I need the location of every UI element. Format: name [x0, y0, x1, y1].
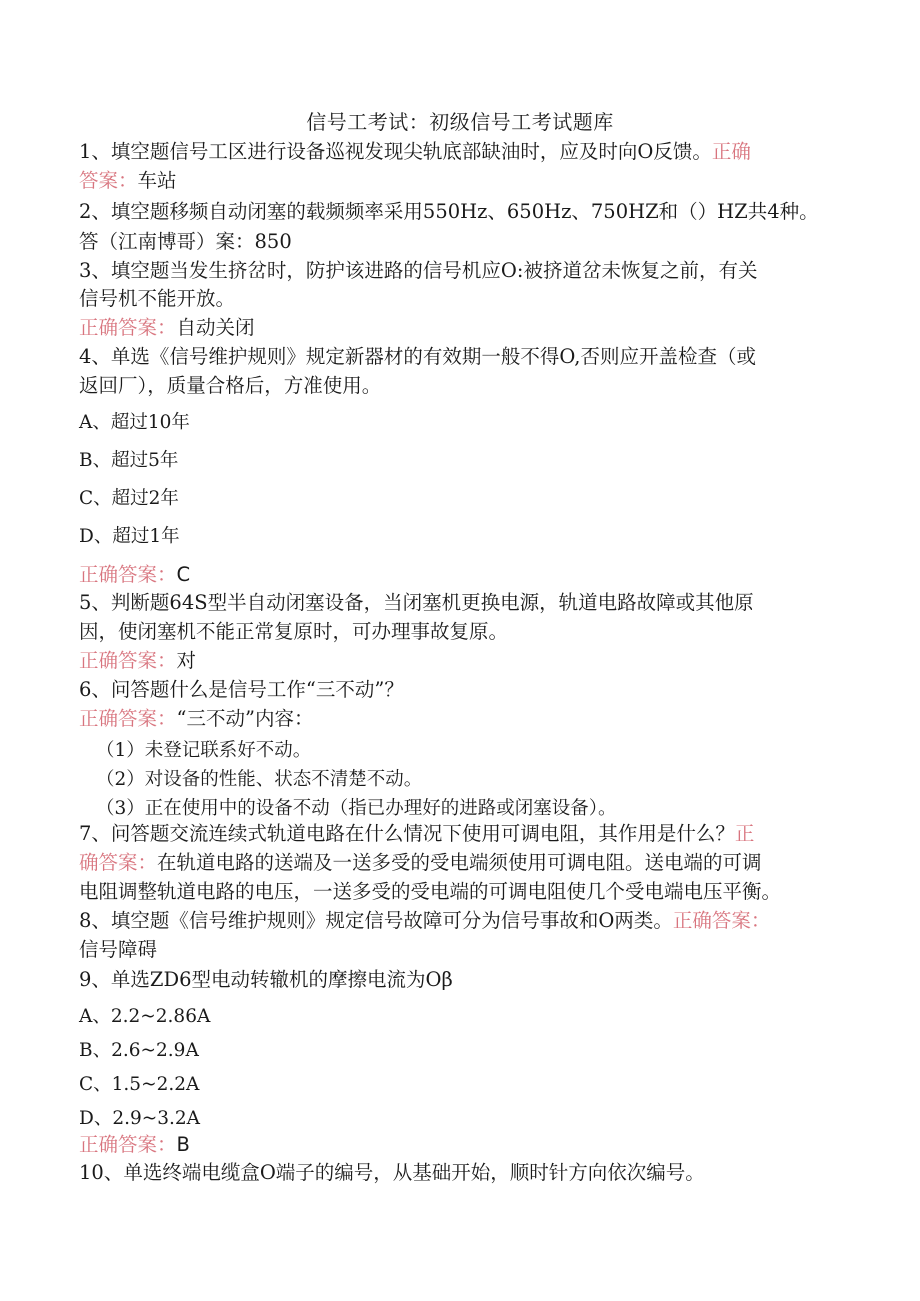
question-4: 4、单选《信号维护规则》规定新器材的有效期一般不得O,否则应开盖检查（或 — [79, 345, 756, 368]
answer-label: 正确答案： — [79, 1133, 177, 1156]
option-d: D、2.9~3.2A — [79, 1108, 201, 1129]
question-2: 2、填空题移频自动闭塞的载频频率采用550Hz、650Hz、750HZ和（）HZ共4种。 — [79, 200, 819, 223]
answer-value: “三不动”内容： — [176, 707, 314, 730]
answer-value: 车站 — [137, 169, 177, 192]
question-2-answer: 答（江南博哥）案：850 — [79, 230, 292, 253]
question-5-answer — [79, 648, 196, 674]
question-7-answer-cont: 电阻调整轨道电路的电压，一送多受的受电端的可调电阻使几个受电端电压平衡。 — [79, 880, 782, 903]
page-title: 信号工考试：初级信号工考试题库 — [306, 110, 614, 134]
option-a: A、2.2~2.86A — [79, 1006, 211, 1027]
question-1 — [79, 139, 751, 165]
option-c: C、1.5~2.2A — [79, 1074, 200, 1095]
answer-label-part: 正 — [734, 822, 755, 845]
answer-item-1: （1）未登记联系好不动。 — [96, 740, 312, 761]
question-3: 3、填空题当发生挤岔时，防护该进路的信号机应O:被挤道岔未恢复之前，有关 — [79, 259, 758, 282]
question-8-text: 8、填空题《信号维护规则》规定信号故障可分为信号事故和O两类。 — [79, 909, 673, 932]
answer-label: 正确答案： — [79, 649, 177, 672]
question-9: 9、单选ZD6型电动转辙机的摩擦电流为Oβ — [79, 968, 453, 991]
question-1-text: 1、填空题信号工区进行设备巡视发现尖轨底部缺油时，应及时向O反馈。 — [79, 140, 712, 163]
question-7-answer — [79, 850, 762, 876]
answer-label: 正确答案： — [79, 316, 177, 339]
question-8-answer: 信号障碍 — [79, 938, 158, 961]
answer-value: C — [176, 563, 191, 586]
question-4-answer — [79, 562, 190, 588]
answer-value: 对 — [176, 649, 197, 672]
question-8 — [79, 908, 770, 934]
question-10: 10、单选终端电缆盒O端子的编号，从基础开始，顺时针方向依次编号。 — [79, 1161, 705, 1184]
answer-item-2: （2）对设备的性能、状态不清楚不动。 — [96, 769, 423, 790]
question-6: 6、问答题什么是信号工作“三不动”？ — [79, 678, 404, 701]
answer-label: 正确答案： — [79, 563, 177, 586]
question-4-cont: 返回厂），质量合格后，方准使用。 — [79, 374, 382, 397]
option-c: C、超过2年 — [79, 488, 179, 509]
question-3-answer — [79, 315, 255, 341]
answer-label: 正确答案： — [672, 909, 771, 932]
question-5: 5、判断题64S型半自动闭塞设备，当闭塞机更换电源，轨道电路故障或其他原 — [79, 591, 754, 614]
answer-value: 在轨道电路的送端及一送多受的受电端须使用可调电阻。送电端的可调 — [157, 851, 762, 874]
answer-value: 自动关闭 — [176, 316, 255, 339]
question-1-answer — [79, 168, 177, 194]
option-b: B、超过5年 — [79, 450, 179, 471]
question-9-answer — [79, 1132, 190, 1158]
answer-label-part: 正确 — [711, 140, 751, 163]
option-a: A、超过10年 — [79, 412, 190, 433]
question-3-cont: 信号机不能开放。 — [79, 287, 236, 310]
option-d: D、超过1年 — [79, 526, 180, 547]
option-b: B、2.6~2.9A — [79, 1040, 199, 1061]
question-5-cont: 因，使闭塞机不能正常复原时，可办理事故复原。 — [79, 620, 509, 643]
question-6-answer — [79, 706, 313, 732]
answer-label-part: 确答案： — [79, 851, 158, 874]
answer-value: B — [176, 1133, 190, 1156]
answer-label-part: 答案： — [79, 169, 138, 192]
question-7 — [79, 821, 754, 847]
answer-label: 正确答案： — [79, 707, 177, 730]
answer-item-3: （3）正在使用中的设备不动（指已办理好的进路或闭塞设备）。 — [96, 798, 617, 819]
question-7-text: 7、问答题交流连续式轨道电路在什么情况下使用可调电阻，其作用是什么？ — [79, 822, 735, 845]
